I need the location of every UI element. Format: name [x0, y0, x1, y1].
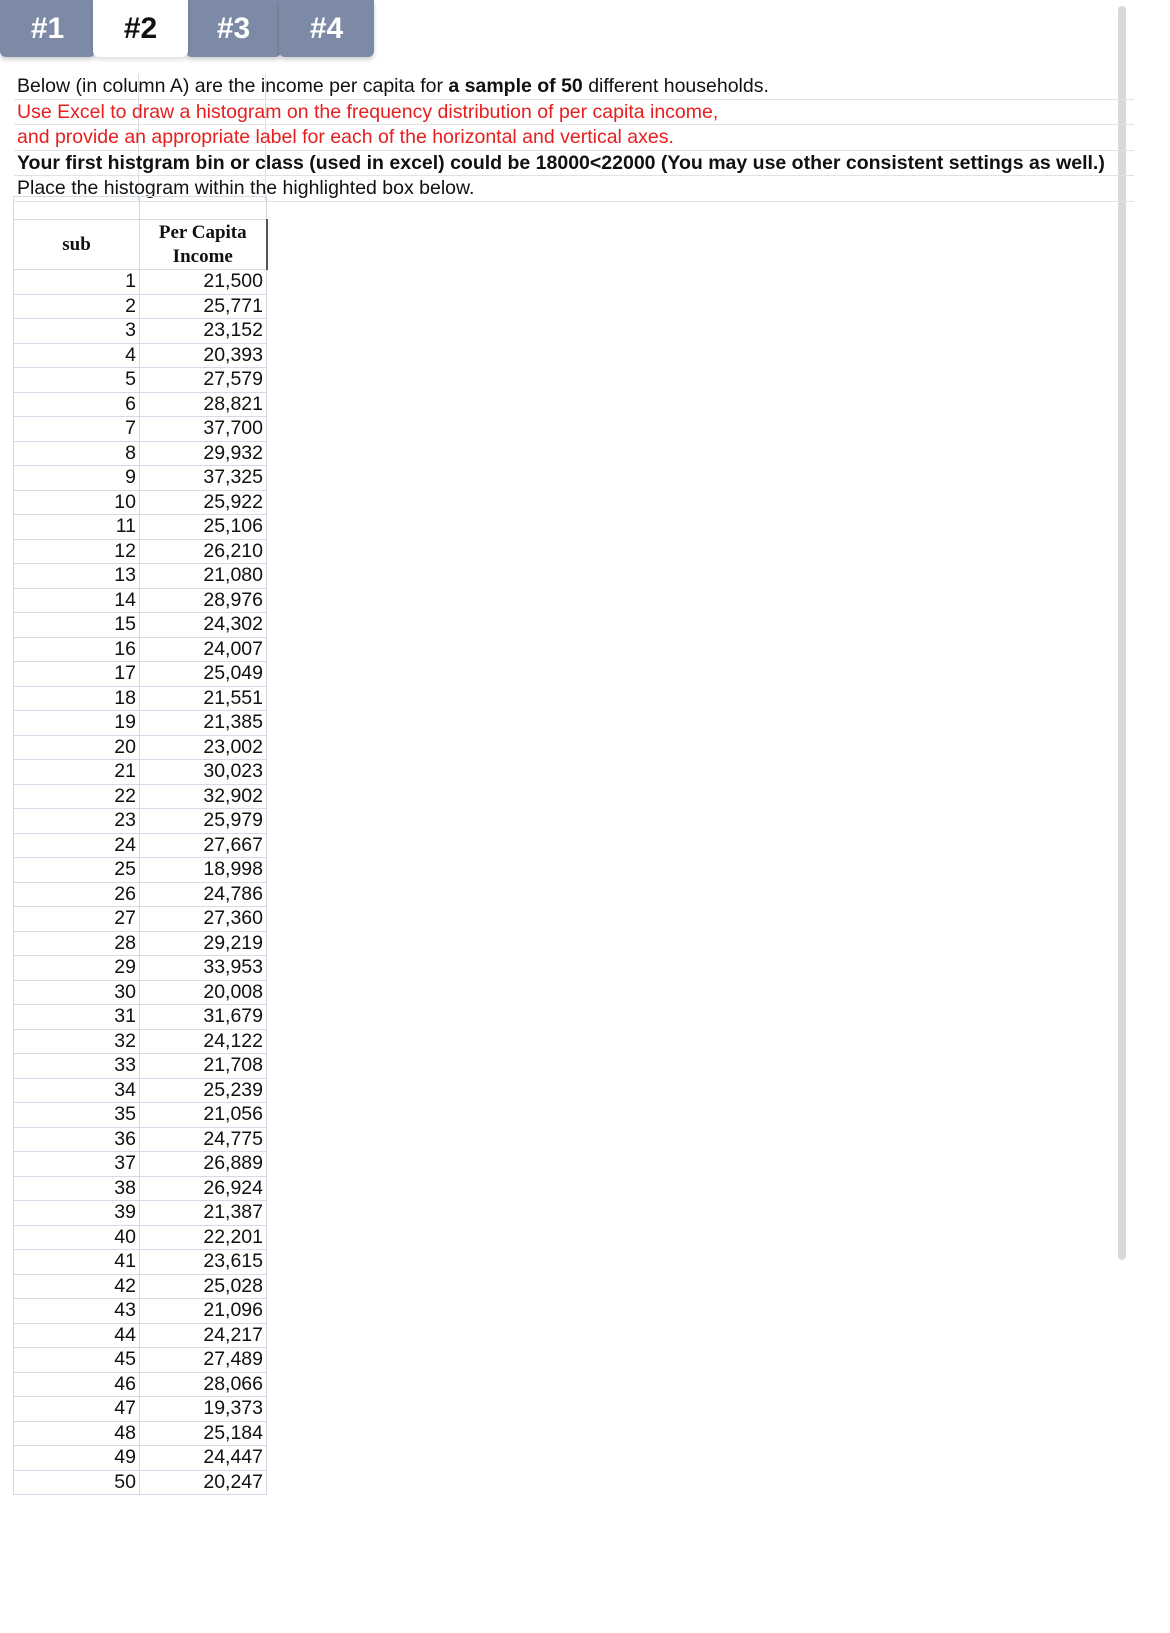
sub-cell[interactable]: 40: [14, 1225, 140, 1250]
income-cell[interactable]: 25,028: [140, 1274, 267, 1299]
income-cell[interactable]: 24,775: [140, 1127, 267, 1152]
header-sub[interactable]: sub: [14, 220, 140, 270]
sub-cell[interactable]: 2: [14, 294, 140, 319]
table-row: [14, 1348, 267, 1373]
table-row: [14, 1127, 267, 1152]
income-cell[interactable]: 21,080: [140, 564, 267, 589]
income-cell[interactable]: 29,932: [140, 441, 267, 466]
income-cell[interactable]: 28,066: [140, 1372, 267, 1397]
table-row: [14, 1225, 267, 1250]
empty-cell[interactable]: [14, 197, 140, 220]
instruction-text: different households.: [582, 75, 769, 97]
income-cell[interactable]: 24,217: [140, 1323, 267, 1348]
table-row: [14, 760, 267, 785]
income-cell[interactable]: 26,210: [140, 539, 267, 564]
table-row: [14, 1029, 267, 1054]
table-row: [14, 1054, 267, 1079]
sub-cell[interactable]: 8: [14, 441, 140, 466]
sub-cell[interactable]: 30: [14, 980, 140, 1005]
sub-cell[interactable]: 11: [14, 515, 140, 540]
income-cell[interactable]: 28,821: [140, 392, 267, 417]
income-cell[interactable]: 29,219: [140, 931, 267, 956]
income-cell[interactable]: 26,924: [140, 1176, 267, 1201]
income-cell[interactable]: 18,998: [140, 858, 267, 883]
sub-cell[interactable]: 23: [14, 809, 140, 834]
sub-cell[interactable]: 25: [14, 858, 140, 883]
sub-cell[interactable]: 26: [14, 882, 140, 907]
income-cell[interactable]: 23,002: [140, 735, 267, 760]
sub-cell[interactable]: 35: [14, 1103, 140, 1128]
table-row: [14, 1201, 267, 1226]
income-cell[interactable]: 33,953: [140, 956, 267, 981]
table-row: [14, 956, 267, 981]
table-row: [14, 1176, 267, 1201]
sub-cell[interactable]: 44: [14, 1323, 140, 1348]
table-row: [14, 466, 267, 491]
instruction-line-3: and provide an appropriate label for each of the horizontal and vertical axes.: [14, 125, 1134, 151]
income-cell[interactable]: 21,708: [140, 1054, 267, 1079]
table-row: [14, 858, 267, 883]
income-cell[interactable]: 25,979: [140, 809, 267, 834]
sub-cell[interactable]: 28: [14, 931, 140, 956]
table-row: [14, 539, 267, 564]
header-income-line2: Income: [172, 245, 233, 267]
income-cell[interactable]: 21,096: [140, 1299, 267, 1324]
income-cell[interactable]: 20,247: [140, 1470, 267, 1495]
table-row: [14, 686, 267, 711]
table-row: [14, 637, 267, 662]
table-row: [14, 368, 267, 393]
sub-cell[interactable]: 34: [14, 1078, 140, 1103]
table-row: [14, 1323, 267, 1348]
table-row: [14, 319, 267, 344]
table-row: [14, 270, 267, 295]
sub-cell[interactable]: 33: [14, 1054, 140, 1079]
table-row: [14, 980, 267, 1005]
instruction-line-5: Place the histogram within the highlighted box below.: [14, 176, 1134, 202]
income-cell[interactable]: 21,500: [140, 270, 267, 295]
header-income[interactable]: [140, 220, 267, 270]
income-cell[interactable]: 25,184: [140, 1421, 267, 1446]
sub-cell[interactable]: 42: [14, 1274, 140, 1299]
table-row: [14, 1250, 267, 1275]
income-table: [13, 196, 268, 1495]
sub-cell[interactable]: 9: [14, 466, 140, 491]
sub-cell[interactable]: 5: [14, 368, 140, 393]
sub-cell[interactable]: 13: [14, 564, 140, 589]
table-row: [14, 882, 267, 907]
sub-cell[interactable]: 47: [14, 1397, 140, 1422]
tab-2[interactable]: #2: [93, 0, 188, 57]
income-cell[interactable]: 25,106: [140, 515, 267, 540]
income-cell[interactable]: 37,325: [140, 466, 267, 491]
income-cell[interactable]: 27,489: [140, 1348, 267, 1373]
income-cell[interactable]: 23,152: [140, 319, 267, 344]
instructions-block: [14, 74, 1134, 202]
table-row: [14, 515, 267, 540]
income-cell[interactable]: 25,239: [140, 1078, 267, 1103]
income-cell[interactable]: 25,049: [140, 662, 267, 687]
sub-cell[interactable]: 20: [14, 735, 140, 760]
table-row: [14, 1078, 267, 1103]
sub-cell[interactable]: 6: [14, 392, 140, 417]
sub-cell[interactable]: 3: [14, 319, 140, 344]
header-row: [14, 220, 267, 270]
table-row: [14, 294, 267, 319]
sub-cell[interactable]: 31: [14, 1005, 140, 1030]
sheet-tab-bar: [0, 0, 400, 60]
sub-cell[interactable]: 37: [14, 1152, 140, 1177]
income-cell[interactable]: 30,023: [140, 760, 267, 785]
income-cell[interactable]: 25,922: [140, 490, 267, 515]
instruction-text: Below (in column A) are the income per capita for: [17, 75, 449, 97]
income-cell[interactable]: 28,976: [140, 588, 267, 613]
table-row: [14, 490, 267, 515]
sub-cell[interactable]: 12: [14, 539, 140, 564]
income-cell[interactable]: 32,902: [140, 784, 267, 809]
table-row: [14, 1446, 267, 1471]
instruction-line-4: Your first histgram bin or class (used in excel) could be 18000<22000 (You may use other consistent settings as well.): [14, 151, 1134, 177]
sub-cell[interactable]: 49: [14, 1446, 140, 1471]
sub-cell[interactable]: 4: [14, 343, 140, 368]
table-row: [14, 1372, 267, 1397]
table-row: [14, 564, 267, 589]
income-cell[interactable]: 24,447: [140, 1446, 267, 1471]
sub-cell[interactable]: 14: [14, 588, 140, 613]
sub-cell[interactable]: 29: [14, 956, 140, 981]
sub-cell[interactable]: 1: [14, 270, 140, 295]
tab-4[interactable]: #4: [279, 0, 374, 57]
income-cell[interactable]: 37,700: [140, 417, 267, 442]
income-cell[interactable]: 23,615: [140, 1250, 267, 1275]
header-income-line1: Per Capita: [158, 221, 247, 243]
sub-cell[interactable]: 17: [14, 662, 140, 687]
sub-cell[interactable]: 32: [14, 1029, 140, 1054]
instruction-line-2: Use Excel to draw a histogram on the frequency distribution of per capita income,: [14, 100, 1134, 126]
data-rows: [14, 270, 267, 1495]
table-row: [14, 784, 267, 809]
sub-cell[interactable]: 22: [14, 784, 140, 809]
income-cell[interactable]: 24,302: [140, 613, 267, 638]
income-cell[interactable]: 22,201: [140, 1225, 267, 1250]
income-cell[interactable]: 31,679: [140, 1005, 267, 1030]
table-row: [14, 613, 267, 638]
table-row: [14, 1274, 267, 1299]
sub-cell[interactable]: 48: [14, 1421, 140, 1446]
table-row: [14, 833, 267, 858]
table-row: [14, 809, 267, 834]
sub-cell[interactable]: 38: [14, 1176, 140, 1201]
table-row: [14, 588, 267, 613]
table-row: [14, 1103, 267, 1128]
table-row: [14, 1299, 267, 1324]
sub-cell[interactable]: 41: [14, 1250, 140, 1275]
sub-cell[interactable]: 46: [14, 1372, 140, 1397]
table-row: [14, 907, 267, 932]
sub-cell[interactable]: 45: [14, 1348, 140, 1373]
sub-cell[interactable]: 18: [14, 686, 140, 711]
table-row: [14, 662, 267, 687]
income-cell[interactable]: 24,122: [140, 1029, 267, 1054]
sub-cell[interactable]: 16: [14, 637, 140, 662]
table-row: [14, 735, 267, 760]
income-cell[interactable]: 21,387: [140, 1201, 267, 1226]
income-cell[interactable]: 27,667: [140, 833, 267, 858]
income-cell[interactable]: 24,007: [140, 637, 267, 662]
table-row: [14, 343, 267, 368]
sub-cell[interactable]: 15: [14, 613, 140, 638]
income-cell[interactable]: 24,786: [140, 882, 267, 907]
income-cell[interactable]: 27,579: [140, 368, 267, 393]
sub-cell[interactable]: 39: [14, 1201, 140, 1226]
sub-cell[interactable]: 36: [14, 1127, 140, 1152]
income-cell[interactable]: 20,008: [140, 980, 267, 1005]
sub-cell[interactable]: 24: [14, 833, 140, 858]
table-row: [14, 392, 267, 417]
income-cell[interactable]: 27,360: [140, 907, 267, 932]
income-cell[interactable]: 25,771: [140, 294, 267, 319]
tab-1[interactable]: #1: [0, 0, 95, 57]
sub-cell[interactable]: 10: [14, 490, 140, 515]
income-cell[interactable]: 19,373: [140, 1397, 267, 1422]
table-row: [14, 1421, 267, 1446]
sub-cell[interactable]: 50: [14, 1470, 140, 1495]
table-row: [14, 417, 267, 442]
income-cell[interactable]: 20,393: [140, 343, 267, 368]
sub-cell[interactable]: 43: [14, 1299, 140, 1324]
table-row: [14, 441, 267, 466]
table-row: [14, 1397, 267, 1422]
income-cell[interactable]: 21,551: [140, 686, 267, 711]
sub-cell[interactable]: 19: [14, 711, 140, 736]
table-row: [14, 931, 267, 956]
table-row: [14, 1152, 267, 1177]
table-row: [14, 711, 267, 736]
instruction-line-1: [14, 74, 1134, 100]
blank-row: [14, 197, 267, 220]
table-row: [14, 1470, 267, 1495]
sub-cell[interactable]: 7: [14, 417, 140, 442]
empty-cell[interactable]: [140, 197, 267, 220]
sub-cell[interactable]: 21: [14, 760, 140, 785]
table-row: [14, 1005, 267, 1030]
tab-3[interactable]: #3: [186, 0, 281, 57]
sub-cell[interactable]: 27: [14, 907, 140, 932]
instruction-bold-text: a sample of 50: [448, 75, 583, 97]
income-cell[interactable]: 26,889: [140, 1152, 267, 1177]
income-cell[interactable]: 21,385: [140, 711, 267, 736]
income-cell[interactable]: 21,056: [140, 1103, 267, 1128]
